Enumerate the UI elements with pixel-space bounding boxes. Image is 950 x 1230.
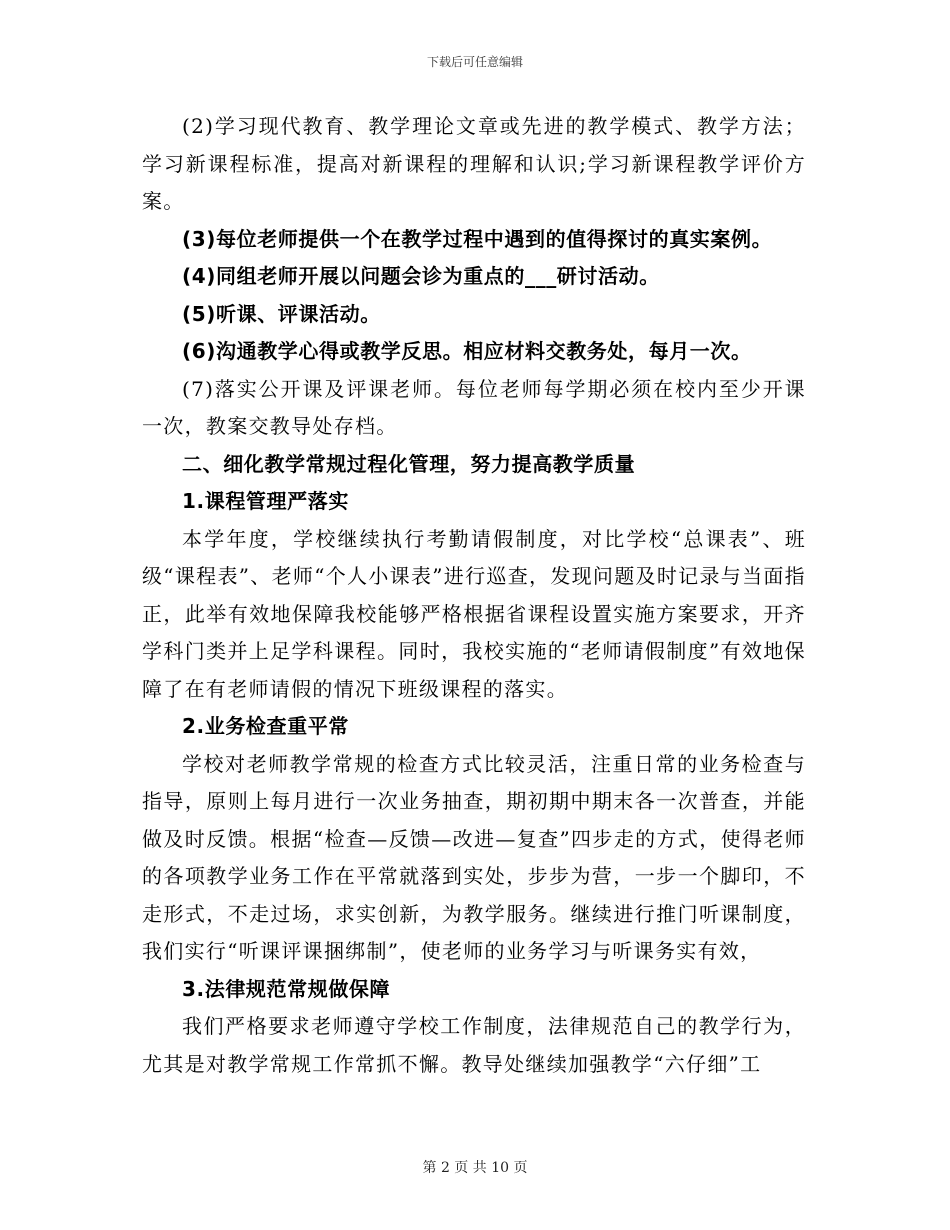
paragraph: (7)落实公开课及评课老师。每位老师每学期必须在校内至少开课一次，教案交教导处存档。 xyxy=(142,376,806,438)
document-body xyxy=(142,108,806,1083)
paragraph: (4)同组老师开展以问题会诊为重点的___研讨活动。 xyxy=(182,264,660,288)
section-heading: 二、细化教学常规过程化管理，努力提高教学质量 xyxy=(182,451,636,476)
subsection-heading: 3.法律规范常规做保障 xyxy=(182,976,391,1001)
paragraph: (2)学习现代教育、教学理论文章或先进的教学模式、教学方法；学习新课程标准，提高对新课程的理解和认识;学习新课程教学评价方案。 xyxy=(142,114,806,213)
paragraph: (5)听课、评课活动。 xyxy=(182,301,381,326)
paragraph: 本学年度，学校继续执行考勤请假制度，对比学校“总课表”、班级“课程表”、老师“个人小课表”进行巡查，发现问题及时记录与当面指正，此举有效地保障我校能够严格根据省课程设置实施方案要求，开齐学科门类并上足学科课程。同时，我校实施的“老师请假制度”有效地保障了在有老师请假的情况下班级课程的落实。 xyxy=(142,526,806,701)
paragraph: (3)每位老师提供一个在教学过程中遇到的值得探讨的真实案例。 xyxy=(182,226,773,251)
paragraph: 学校对老师教学常规的检查方式比较灵活，注重日常的业务检查与指导，原则上每月进行一次业务抽查，期初期中期末各一次普查，并能做及时反馈。根据“检查—反馈—改进—复查”四步走的方式，使得老师的各项教学业务工作在平常就落到实处，步步为营，一步一个脚印，不走形式，不走过场，求实创新，为教学服务。继续进行推门听课制度，我们实行“听课评课捆绑制”，使老师的业务学习与听课务实有效， xyxy=(142,751,806,963)
paragraph: 我们严格要求老师遵守学校工作制度，法律规范自己的教学行为，尤其是对教学常规工作常抓不懈。教导处继续加强教学“六仔细”工 xyxy=(142,1014,806,1076)
subsection-heading: 2.业务检查重平常 xyxy=(182,714,349,738)
subsection-heading: 1.课程管理严落实 xyxy=(182,489,349,513)
paragraph: (6)沟通教学心得或教学反思。相应材料交教务处，每月一次。 xyxy=(182,339,752,363)
page-number: 第 2 页 共 10 页 xyxy=(422,1160,528,1176)
page-header: 下载后可任意编辑 xyxy=(426,55,523,69)
